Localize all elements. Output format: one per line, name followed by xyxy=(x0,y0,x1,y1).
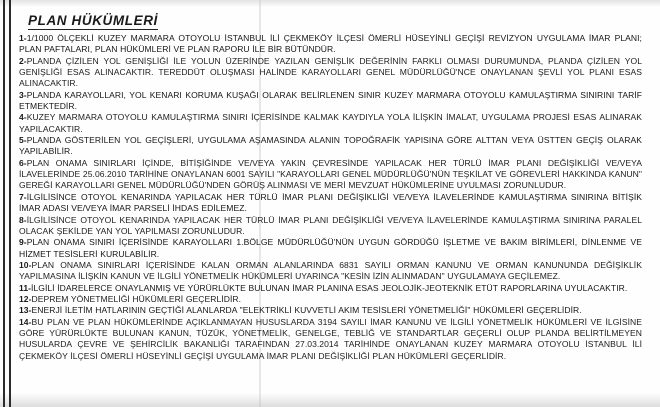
clause-number: 11- xyxy=(19,282,32,293)
clause-number: 4- xyxy=(19,112,27,123)
clause-item xyxy=(19,33,642,56)
clause-item xyxy=(19,56,642,90)
clause-text: İLGİLİSİNCE OTOYOL KENARINDA YAPILACAK HER TÜRLÜ İMAR PLANI DEĞİŞİKLİĞİ VE/VEYA İLAVELERİNDE KAMULAŞTIRMA SINIRINA PARALEL OLACAK ŞEKİLDE YAN YOL YAPILMASI ZORUNLUDUR. xyxy=(19,214,642,236)
clause-item xyxy=(19,317,642,362)
clause-number: 10- xyxy=(19,259,32,270)
clause-text: ENERJİ İLETİM HATLARININ GEÇTİĞİ ALANLARDA "ELEKTRİKLİ KUVVETLİ AKIM TESİSLERİ YÖNETMELİĞİ" HÜKÜMLERİ GEÇERLİDİR. xyxy=(31,305,582,316)
clause-number: 5- xyxy=(19,135,27,146)
clause-item xyxy=(19,90,642,113)
clause-number: 13- xyxy=(19,305,32,316)
clause-number: 7- xyxy=(19,191,27,202)
clause-number: 8- xyxy=(19,214,27,225)
clause-number: 1- xyxy=(19,33,27,43)
clause-item xyxy=(19,283,642,294)
clause-text: İLGİLİ İDARELERCE ONAYLANMIŞ VE YÜRÜRLÜKTE BULUNAN İMAR PLANINA ESAS JEOLOJİK-JEOTEKNİK ETÜT RAPORLARINA UYULACAKTIR. xyxy=(31,282,628,293)
sheet-border-outer-rule xyxy=(3,0,5,407)
clause-item xyxy=(19,135,642,158)
clause-number: 14- xyxy=(19,316,32,327)
clause-text: PLAN ONAMA SINIRLARI İÇERİSİNDE KALAN ORMAN ALANLARINDA 6831 SAYILI ORMAN KANUNU VE ORMAN KANUNUNDA DEĞİŞİKLİK YAPILMASINA İLİŞKİN KANUN VE İLGİLİ YÖNETMELİK HÜKÜMLERİ UYARINCA "KESİN İZİN ALINMADAN" UYGULAMAYA GEÇİLEMEZ. xyxy=(19,259,642,282)
clause-item xyxy=(19,192,642,215)
clause-text: PLANDA ÇİZİLEN YOL GENİŞLİĞİ İLE YOLUN ÜZERİNDE YAZILAN GENİŞLİK DEĞERİNİN FARKLI OLMASI DURUMUNDA, PLANDA ÇİZİLEN YOL GENİŞLİĞİ ESAS ALINACAKTIR. TEREDDÜT OLUŞMASI HALİNDE KARAYOLLARI GENEL MÜDÜRLÜĞÜ'NCE ONAYLANAN ŞEVLİ YOL PLANI ESAS ALINACAKTIR. xyxy=(19,55,642,89)
clause-number: 2- xyxy=(19,55,27,66)
page-title-wrap xyxy=(14,0,654,33)
page-title: PLAN HÜKÜMLERİ xyxy=(28,13,158,28)
clause-list xyxy=(14,33,654,362)
clause-text: BU PLAN VE PLAN HÜKÜMLERİNDE AÇIKLANMAYAN HUSUSLARDA 3194 SAYILI İMAR KANUNU VE İLGİLİ YÖNETMELİK HÜKÜMLERİ VE İLGİSİNE GÖRE YÜRÜRLÜKTE BULUNAN KANUN, TÜZÜK, YÖNETMELİK, GENELGE, TEBLİĞ VE STANDARTLAR GEÇERLİ OLUP PLANDA BELİRTİLMEYEN HUSULARDA ÇEVRE VE ŞEHİRCİLİK BAKANLIĞI TARAFINDAN 27.03.2014 TARİHİNDE ONAYLANAN KUZEY MARMARA OTOYOLU İSTANBUL İLİ ÇEKMEKÖY İLÇESİ ÖMERLİ HÜSEYİNLİ GEÇİŞİ UYGULAMA İMAR PLANI DEĞİŞİKLİĞİ PLAN HÜKÜMLERİ GEÇERLİDİR. xyxy=(19,316,642,361)
clause-number: 9- xyxy=(19,237,27,248)
clause-text: DEPREM YÖNETMELİĞİ HÜKÜMLERİ GEÇERLİDİR. xyxy=(31,293,242,304)
clause-number: 12- xyxy=(19,293,32,304)
document-content xyxy=(14,0,654,407)
clause-text: PLAN ONAMA SINIRI İÇERİSİNDE KARAYOLLARI 1.BÖLGE MÜDÜRLÜĞÜ'NÜN UYGUN GÖRDÜĞÜ İŞLETME VE BAKIM BİRİMLERİ, DİNLENME VE HİZMET TESİSLERİ KURULABİLİR. xyxy=(19,237,642,259)
clause-number: 3- xyxy=(19,89,27,100)
clause-text: PLAN ONAMA SINIRLARI İÇİNDE, BİTİŞİĞİNDE VE/VEYA YAKIN ÇEVRESİNDE YAPILACAK HER TÜRLÜ İMAR PLANI DEĞİŞİKLİĞİ VE/VEYA İLAVELERİNDE 25.06.2010 TARİHİNE ONAYLANAN 6001 SAYILI "KARAYOLLARI GENEL MÜDÜRLÜĞÜ'NÜN TEŞKİLAT VE GÖREVLERİ HAKKINDA KANUN" GEREĞİ KARAYOLLARI GENEL MÜDÜRLÜĞÜ'NDEN GÖRÜŞ ALINMASI VE MERİ MEVZUAT HÜKÜMLERİNE UYULMASI ZORUNLUDUR. xyxy=(19,157,642,191)
clause-text: PLANDA GÖSTERİLEN YOL GEÇİŞLERİ, UYGULAMA AŞAMASINDA ALANIN TOPOĞRAFİK YAPISINA GÖRE ALTTAN VEYA ÜSTTEN GEÇİŞ OLARAK YAPILABİLİR. xyxy=(19,135,642,157)
clause-item xyxy=(19,158,642,192)
clause-item xyxy=(19,294,642,305)
clause-text: PLANDA KARAYOLLARI, YOL KENARI KORUMA KUŞAĞI OLARAK BELİRLENEN SINIR KUZEY MARMARA OTOYOLU KAMULAŞTIRMA SINIRINI TARİF ETMEKTEDİR. xyxy=(19,89,642,112)
clause-text: KUZEY MARMARA OTOYOLU KAMULAŞTIRMA SINIRI İÇERİSİNDE KALMAK KAYDIYLA YOLA İLİŞKİN İMALAT, UYGULAMA PROJESİ ESAS ALINARAK YAPILACAKTIR. xyxy=(19,112,642,134)
clause-item xyxy=(19,215,642,238)
clause-item xyxy=(19,112,642,135)
clause-item xyxy=(19,237,642,260)
clause-text: İLGİLİSİNCE OTOYOL KENARINDA YAPILACAK HER TÜRLÜ İMAR PLANI DEĞİŞİKLİĞİ VE/VEYA İLAVELERİNDE KAMULAŞTIRMA SINIRINA BİTİŞİK İMAR ADASI VE/VEYA İMAR PARSELİ İHDAS EDİLEMEZ. xyxy=(19,191,642,214)
clause-number: 6- xyxy=(19,157,27,168)
clause-item xyxy=(19,260,642,283)
clause-item xyxy=(19,305,642,316)
sheet-border-inner-rule xyxy=(9,0,11,407)
clause-text: 1/1000 ÖLÇEKLİ KUZEY MARMARA OTOYOLU İSTANBUL İLİ ÇEKMEKÖY İLÇESİ ÖMERLİ HÜSEYİNLİ GEÇİŞİ REVİZYON UYGULAMA İMAR PLANI; PLAN PAFTALARI, PLAN HÜKÜMLERİ VE PLAN RAPORU İLE BİR BÜTÜNDÜR. xyxy=(19,33,642,55)
